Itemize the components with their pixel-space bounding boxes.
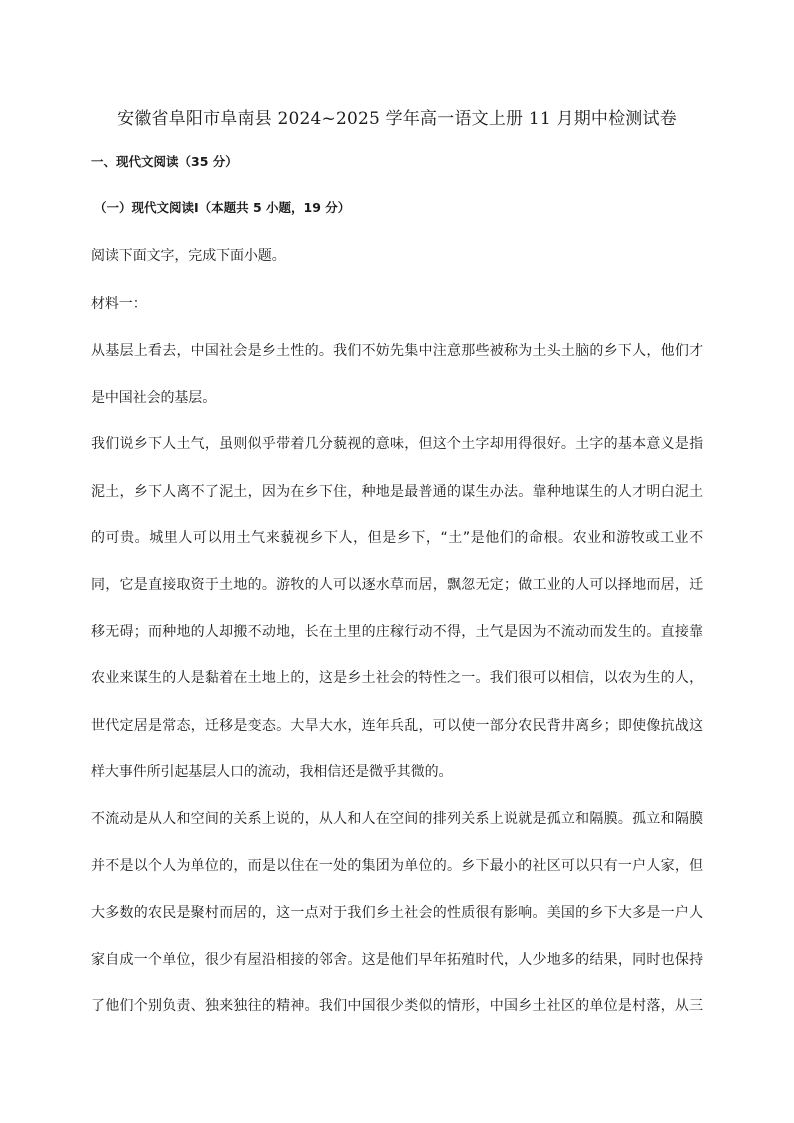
material-label: 材料一： [91,296,147,312]
paragraph-line: 不流动是从人和空间的关系上说的，从人和人在空间的排列关系上说就是孤立和隔膜。孤立和隔膜 [91,811,704,827]
instruction-text: 阅读下面文字，完成下面小题。 [91,248,286,264]
paragraph-line: 样大事件所引起基层人口的流动，我相信还是微乎其微的。 [91,764,453,780]
document-title: 安徽省阜阳市阜南县 2024~2025 学年高一语文上册 11 月期中检测试卷 [117,109,677,129]
subsection-heading: （一）现代文阅读Ⅰ（本题共 5 小题，19 分） [94,200,351,215]
paragraph-line: 的可贵。城里人可以用土气来藐视乡下人，但是乡下，“土”是他们的命根。农业和游牧或工业不 [91,530,704,546]
paragraph-line: 是中国社会的基层。 [91,390,217,406]
paragraph-line: 了他们个别负责、独来独往的精神。我们中国很少类似的情形，中国乡土社区的单位是村落，从三 [91,998,704,1014]
paragraph-line: 农业来谋生的人是黏着在土地上的，这是乡土社会的特性之一。我们很可以相信，以农为生的人， [91,670,704,686]
paragraph-line: 泥土，乡下人离不了泥土，因为在乡下住，种地是最普通的谋生办法。靠种地谋生的人才明白泥土 [91,484,704,500]
section-heading: 一、现代文阅读（35 分） [91,154,238,169]
paragraph-line: 同，它是直接取资于土地的。游牧的人可以逐水草而居，飘忽无定；做工业的人可以择地而居，迁 [91,577,704,593]
paragraph-line: 移无碍；而种地的人却搬不动地，长在土里的庄稼行动不得，土气是因为不流动而发生的。直接靠 [91,624,704,640]
paragraph-line: 从基层上看去，中国社会是乡土性的。我们不妨先集中注意那些被称为土头土脑的乡下人，他们才 [91,343,704,359]
paragraph-line: 我们说乡下人土气，虽则似乎带着几分藐视的意味，但这个土字却用得很好。土字的基本意义是指 [91,436,704,452]
paragraph-line: 并不是以个人为单位的，而是以住在一处的集团为单位的。乡下最小的社区可以只有一户人家，但 [91,858,704,874]
paragraph-line: 大多数的农民是聚村而居的，这一点对于我们乡土社会的性质很有影响。美国的乡下大多是一户人 [91,905,704,921]
paragraph-line: 世代定居是常态，迁移是变态。大旱大水，连年兵乱，可以使一部分农民背井离乡；即使像抗战这 [91,718,704,734]
paragraph-line: 家自成一个单位，很少有屋沿相接的邻舍。这是他们早年拓殖时代，人少地多的结果，同时也保持 [91,952,704,968]
